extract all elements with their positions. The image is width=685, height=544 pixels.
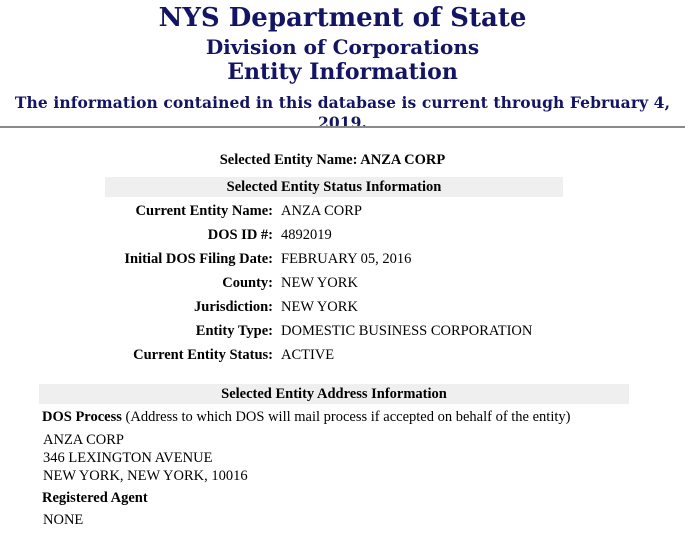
- field-initial-filing-date: [0, 248, 685, 270]
- field-label: Jurisdiction:: [194, 299, 273, 315]
- field-label: Current Entity Name:: [135, 203, 273, 219]
- field-label: County:: [222, 275, 273, 291]
- dos-process-address-line-3: NEW YORK, NEW YORK, 10016: [43, 468, 248, 484]
- field-value: 4892019: [281, 227, 332, 243]
- page-title-entity-information: Entity Information: [227, 59, 458, 85]
- address-section-header: Selected Entity Address Information: [39, 384, 629, 404]
- field-value: ANZA CORP: [281, 203, 362, 219]
- field-value: ACTIVE: [281, 347, 335, 363]
- registered-agent-label: Registered Agent: [42, 490, 148, 506]
- selected-entity-name-label: Selected Entity Name:: [219, 152, 358, 168]
- field-value: NEW YORK: [281, 275, 358, 291]
- selected-entity-name: [0, 150, 665, 170]
- field-value: NEW YORK: [281, 299, 358, 315]
- dos-process-heading: [42, 408, 570, 426]
- field-label: Current Entity Status:: [133, 347, 273, 363]
- field-current-entity-name: [0, 200, 685, 222]
- header-divider: [0, 126, 685, 128]
- dos-process-label: DOS Process: [42, 409, 122, 425]
- dos-process-address-line-2: 346 LEXINGTON AVENUE: [43, 450, 213, 466]
- field-value: DOMESTIC BUSINESS CORPORATION: [281, 323, 533, 339]
- registered-agent-value: NONE: [43, 512, 84, 528]
- selected-entity-name-value: ANZA CORP: [360, 152, 446, 168]
- field-current-entity-status: [0, 344, 685, 366]
- field-label: DOS ID #:: [207, 227, 273, 243]
- field-label: Entity Type:: [195, 323, 273, 339]
- field-label: Initial DOS Filing Date:: [124, 251, 273, 267]
- page-title-division: Division of Corporations: [205, 35, 480, 59]
- dos-process-note: (Address to which DOS will mail process if accepted on behalf of the entity): [125, 409, 571, 425]
- field-value: FEBRUARY 05, 2016: [281, 251, 412, 267]
- status-section-header: Selected Entity Status Information: [105, 177, 563, 197]
- field-entity-type: [0, 320, 685, 342]
- field-dos-id: [0, 224, 685, 246]
- page-title-department: NYS Department of State: [158, 3, 527, 33]
- dos-process-address-line-1: ANZA CORP: [43, 432, 124, 448]
- field-jurisdiction: [0, 296, 685, 318]
- field-county: [0, 272, 685, 294]
- database-currency-note: The information contained in this database is current through February 4, 2019.: [14, 93, 671, 132]
